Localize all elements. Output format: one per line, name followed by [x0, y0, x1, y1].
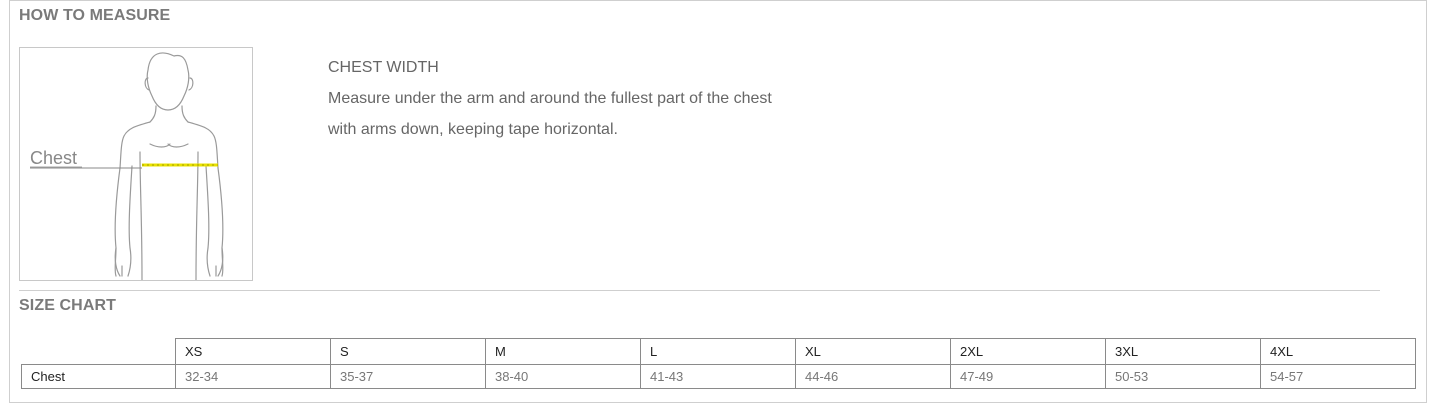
- size-header-row: [22, 339, 1416, 365]
- measurement-cell: 41-43: [641, 365, 796, 389]
- measure-line-1: Measure under the arm and around the fullest part of the chest: [328, 90, 772, 107]
- measure-instructions: [328, 52, 772, 145]
- size-chart-heading: SIZE CHART: [19, 297, 116, 314]
- measure-figure: [19, 47, 253, 281]
- measurement-cell: 32-34: [176, 365, 331, 389]
- size-header-cell: 2XL: [951, 339, 1106, 365]
- section-divider: [19, 290, 1380, 291]
- measurement-cell: 38-40: [486, 365, 641, 389]
- measurement-cell: 54-57: [1261, 365, 1416, 389]
- measurement-cell: 44-46: [796, 365, 951, 389]
- row-label: Chest: [22, 365, 176, 389]
- measurement-cell: 47-49: [951, 365, 1106, 389]
- size-header-cell: S: [331, 339, 486, 365]
- measure-title: CHEST WIDTH: [328, 59, 439, 76]
- size-header-cell: 3XL: [1106, 339, 1261, 365]
- blank-header-cell: [22, 339, 176, 365]
- size-header-cell: XS: [176, 339, 331, 365]
- chest-figure-label: Chest: [30, 148, 78, 168]
- size-header-cell: 4XL: [1261, 339, 1416, 365]
- size-chart-table: [21, 338, 1416, 389]
- body-outline-icon: [20, 48, 252, 280]
- size-header-cell: L: [641, 339, 796, 365]
- table-row: [22, 365, 1416, 389]
- how-to-measure-heading: HOW TO MEASURE: [19, 7, 171, 24]
- size-header-cell: M: [486, 339, 641, 365]
- measurement-cell: 50-53: [1106, 365, 1261, 389]
- size-header-cell: XL: [796, 339, 951, 365]
- measurement-cell: 35-37: [331, 365, 486, 389]
- measure-line-2: with arms down, keeping tape horizontal.: [328, 121, 618, 138]
